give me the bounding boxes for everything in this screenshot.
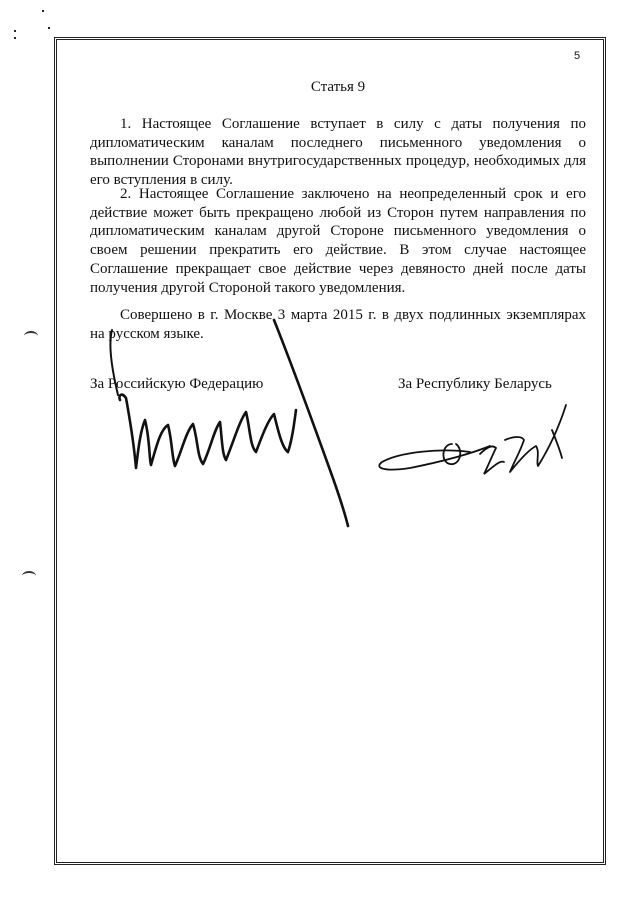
scan-speck bbox=[14, 30, 16, 32]
page-number: 5 bbox=[574, 50, 581, 62]
paragraph-termination: 2. Настоящее Соглашение заключено на неопределенный срок и его действие может быть прекращено любой из Сторон путем направления по дипломатическим каналам другой Стороне письменного уведомления о своем решении прекратить его действие. В этом случае настоящее Соглашение прекращает свое действие через девяносто дней после даты получения другой Стороной такого уведомления. bbox=[90, 186, 586, 296]
scan-speck bbox=[48, 27, 50, 29]
scan-speck bbox=[42, 10, 44, 12]
scan-speck bbox=[14, 37, 16, 39]
paragraph-entry-into-force: 1. Настоящее Соглашение вступает в силу с даты получения по дипломатическим каналам последнего письменного уведомления о выполнении Сторонами внутригосударственных процедур, необходимых для его вступления в силу. bbox=[90, 116, 586, 189]
punch-hole bbox=[24, 331, 38, 341]
paragraph-done-at: Совершено в г. Москве 3 марта 2015 г. в двух подлинных экземплярах на русском языке. bbox=[90, 307, 586, 342]
article-title: Статья 9 bbox=[310, 79, 366, 95]
punch-hole bbox=[22, 571, 36, 581]
signatory-russia-label: За Российскую Федерацию bbox=[90, 376, 264, 392]
signatory-belarus-label: За Республику Беларусь bbox=[398, 376, 552, 392]
